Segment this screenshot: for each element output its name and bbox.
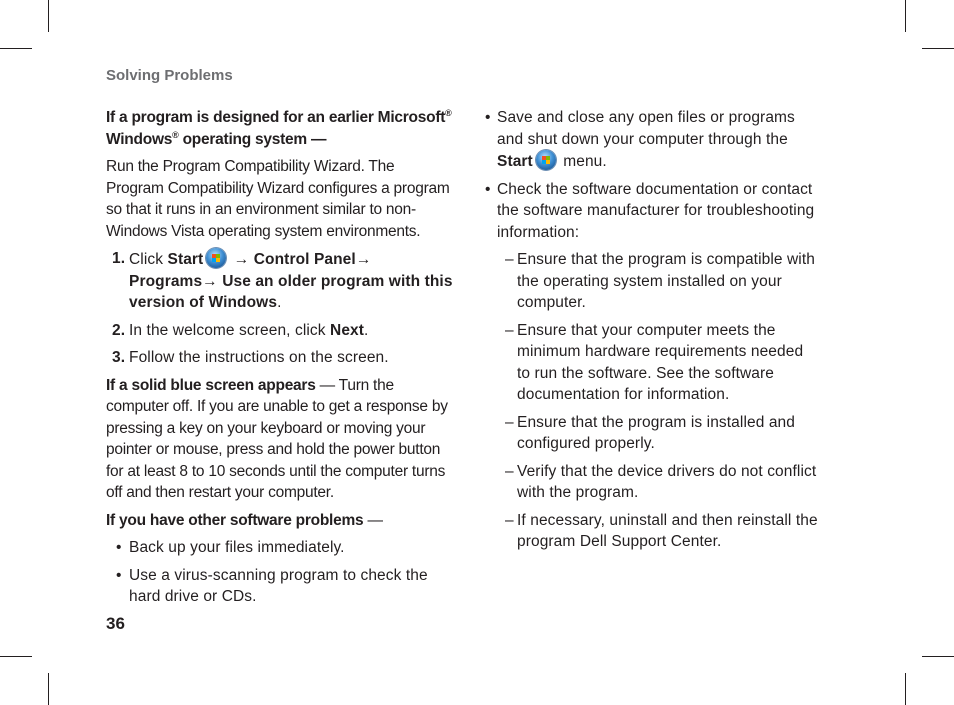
compat-body: Run the Program Compatibility Wizard. The Program Compatibility Wizard configures a program so that it runs in an environment similar to non-Windows Vista operating system environments. bbox=[106, 158, 450, 240]
list-item: • Back up your files immediately. bbox=[116, 539, 345, 556]
crop-mark bbox=[48, 673, 49, 705]
right-column bbox=[485, 107, 820, 559]
windows-start-orb-icon bbox=[206, 248, 226, 268]
section-header: Solving Problems bbox=[106, 67, 233, 84]
left-column bbox=[106, 107, 456, 614]
sub-list-item: – Ensure that the program is compatible with the operating system installed on your computer. bbox=[505, 251, 815, 311]
page-number: 36 bbox=[106, 614, 125, 633]
step-3: 3. Follow the instructions on the screen. bbox=[112, 349, 389, 366]
crop-mark bbox=[905, 0, 906, 32]
crop-mark bbox=[48, 0, 49, 32]
other-problems-heading: If you have other software problems — bbox=[106, 511, 383, 529]
sub-list-item: – Verify that the device drivers do not conflict with the program. bbox=[505, 462, 817, 501]
list-item: • Save and close any open files or programs and shut down your computer through the Start menu. bbox=[485, 109, 795, 170]
crop-mark bbox=[905, 673, 906, 705]
step-2: 2. In the welcome screen, click Next. bbox=[112, 321, 369, 339]
sub-list-item: – If necessary, uninstall and then reinstall the program Dell Support Center. bbox=[505, 511, 818, 550]
crop-mark bbox=[0, 48, 32, 49]
blue-screen-paragraph: If a solid blue screen appears — Turn the computer off. If you are unable to get a response by pressing a key on your keyboard or moving your pointer or mouse, press and hold the power button for at least 8 to 10 seconds until the computer turns off and then restart your computer. bbox=[106, 376, 448, 501]
list-item: • Check the software documentation or contact the software manufacturer for troubleshooting information: bbox=[485, 180, 815, 241]
sub-list-item: – Ensure that your computer meets the minimum hardware requirements needed to run the software. See the software documentation for information. bbox=[505, 321, 804, 403]
crop-mark bbox=[922, 656, 954, 657]
compat-steps bbox=[106, 248, 456, 369]
list-item: • Use a virus-scanning program to check the hard drive or CDs. bbox=[116, 566, 428, 605]
step-1: 1. Click Start → Control Panel→ Programs→ Use an older program with this version of Windows. bbox=[112, 250, 453, 311]
compat-heading: If a program is designed for an earlier Microsoft® Windows® operating system — bbox=[106, 108, 452, 148]
crop-mark bbox=[0, 656, 32, 657]
crop-mark bbox=[922, 48, 954, 49]
windows-start-orb-icon bbox=[536, 150, 556, 170]
sub-list-item: – Ensure that the program is installed and configured properly. bbox=[505, 413, 795, 452]
